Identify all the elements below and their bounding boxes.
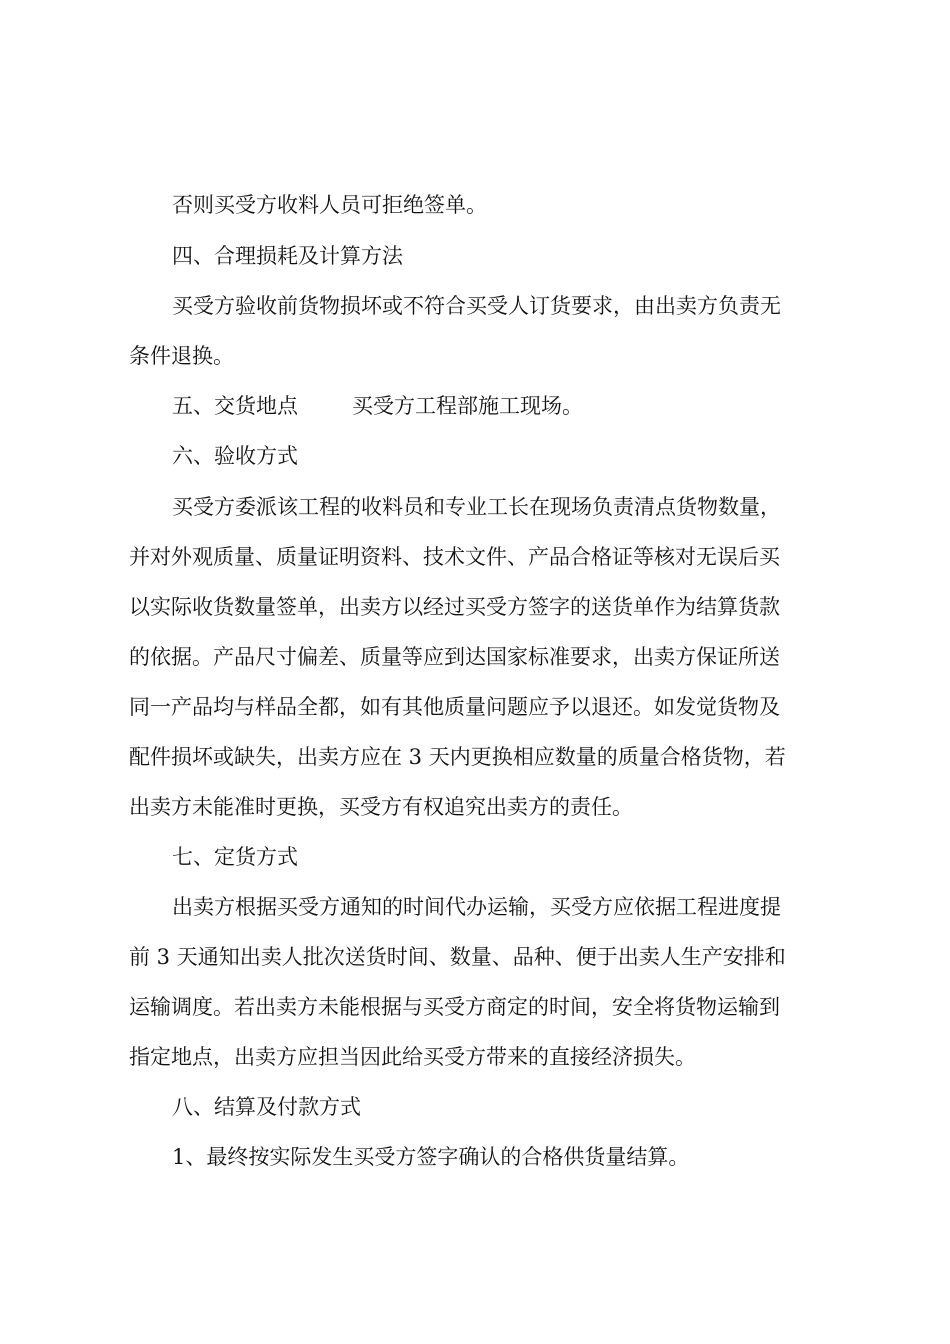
section-heading-8: 八、结算及付款方式: [172, 1095, 361, 1119]
section-heading-5: [172, 393, 583, 419]
paragraph-line: 否则买受方收料人员可拒绝签单。: [172, 193, 487, 217]
paragraph-line: 出卖方未能准时更换，买受方有权追究出卖方的责任。: [129, 795, 633, 819]
paragraph-line: 运输调度。若出卖方未能根据与买受方商定的时间，安全将货物运输到: [129, 995, 780, 1019]
section-heading-7: 七、定货方式: [172, 845, 298, 869]
heading-label: 五、交货地点: [172, 394, 298, 418]
paragraph-line: 同一产品均与样品全都，如有其他质量问题应予以退还。如发觉货物及: [129, 695, 780, 719]
section-heading-4: 四、合理损耗及计算方法: [172, 244, 403, 268]
paragraph-line: 的依据。产品尺寸偏差、质量等应到达国家标准要求，出卖方保证所送: [129, 645, 780, 669]
paragraph-line: 条件退换。: [129, 344, 234, 368]
section-heading-6: 六、验收方式: [172, 444, 298, 468]
paragraph-line: 1、最终按实际发生买受方签字确认的合格供货量结算。: [172, 1145, 690, 1169]
paragraph-line: 指定地点，出卖方应担当因此给买受方带来的直接经济损失。: [129, 1045, 696, 1069]
paragraph-line: 配件损坏或缺失，出卖方应在 3 天内更换相应数量的质量合格货物，若: [129, 745, 786, 769]
paragraph-line: 以实际收货数量签单，出卖方以经过买受方签字的送货单作为结算货款: [129, 595, 780, 619]
delivery-location: 买受方工程部施工现场。: [352, 394, 583, 418]
paragraph-line: 买受方验收前货物损坏或不符合买受人订货要求，由出卖方负责无: [172, 294, 781, 318]
paragraph-line: 前 3 天通知出卖人批次送货时间、数量、品种、便于出卖人生产安排和: [129, 945, 786, 969]
paragraph-line: 出卖方根据买受方通知的时间代办运输，买受方应依据工程进度提: [172, 895, 781, 919]
paragraph-line: 并对外观质量、质量证明资料、技术文件、产品合格证等核对无误后买: [129, 545, 780, 569]
paragraph-line: 买受方委派该工程的收料员和专业工长在现场负责清点货物数量，: [172, 495, 781, 519]
